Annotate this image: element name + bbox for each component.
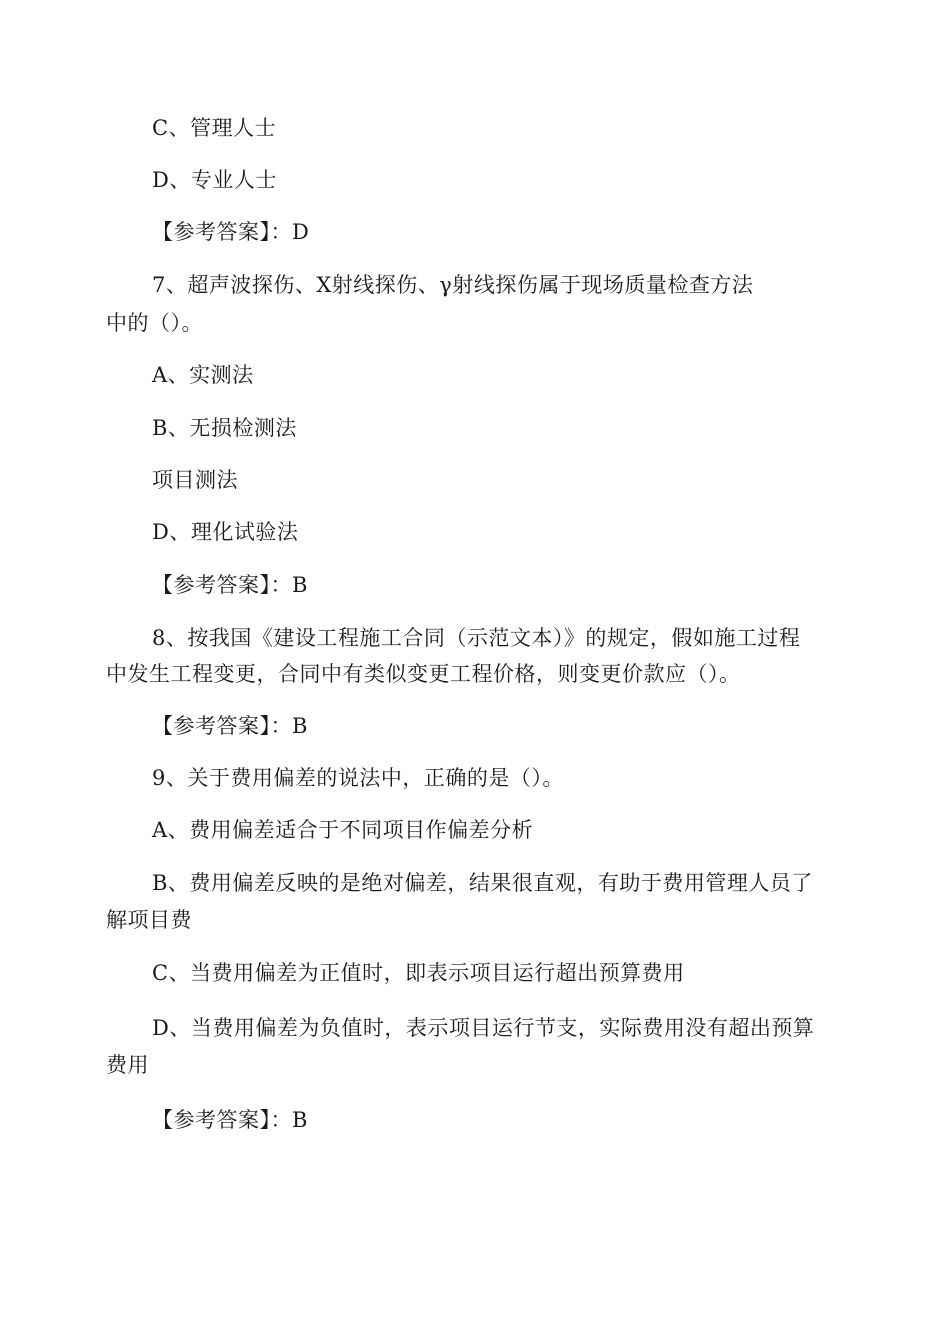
q9-option-d-line1: D、当费用偏差为负值时，表示项目运行节支，实际费用没有超出预算 bbox=[152, 1016, 815, 1040]
q9-option-b-line2: 解项目费 bbox=[106, 908, 192, 932]
q7-stem-line2: 中的（）。 bbox=[106, 311, 203, 335]
q9-stem: 9、关于费用偏差的说法中，正确的是（）。 bbox=[152, 766, 564, 790]
q9-option-a: A、费用偏差适合于不同项目作偏差分析 bbox=[152, 818, 534, 842]
q7-option-b: B、无损检测法 bbox=[152, 416, 297, 440]
q8-stem-line1: 8、按我国《建设工程施工合同（示范文本）》的规定，假如施工过程 bbox=[152, 626, 801, 650]
q8-stem-line2: 中发生工程变更，合同中有类似变更工程价格，则变更价款应（）。 bbox=[106, 662, 741, 686]
q9-option-d-line2: 费用 bbox=[106, 1053, 149, 1077]
q9-option-b-line1: B、费用偏差反映的是绝对偏差，结果很直观，有助于费用管理人员了 bbox=[152, 871, 813, 895]
q7-stem-line1: 7、超声波探伤、X射线探伤、γ射线探伤属于现场质量检查方法 bbox=[152, 273, 754, 297]
q6-option-d: D、专业人士 bbox=[152, 168, 277, 192]
q9-answer: 【参考答案】：B bbox=[152, 1108, 308, 1132]
q7-answer: 【参考答案】：B bbox=[152, 573, 308, 597]
q7-option-c: 项目测法 bbox=[152, 468, 238, 492]
q7-option-a: A、实测法 bbox=[152, 363, 254, 387]
q9-option-c: C、当费用偏差为正值时，即表示项目运行超出预算费用 bbox=[152, 961, 685, 985]
q7-option-d: D、理化试验法 bbox=[152, 520, 299, 544]
q6-answer: 【参考答案】：D bbox=[152, 220, 310, 244]
q8-answer: 【参考答案】：B bbox=[152, 714, 308, 738]
q6-option-c: C、管理人士 bbox=[152, 116, 277, 140]
